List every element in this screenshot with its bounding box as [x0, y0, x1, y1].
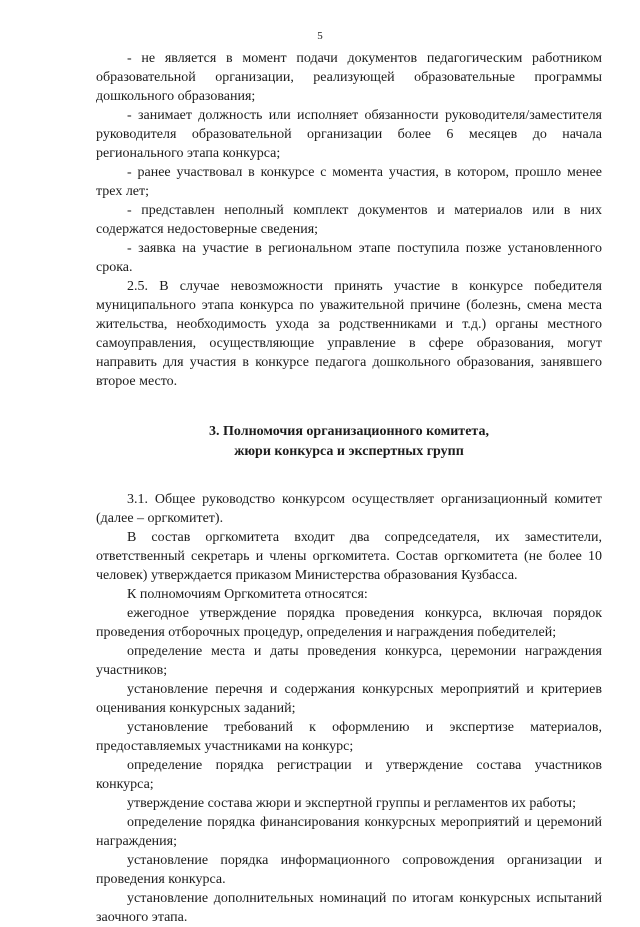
paragraph: В состав оргкомитета входит два сопредседателя, их заместители, ответственный секретарь и члены оргкомитета. Состав оргкомитета (не более 10 человек) утверждается приказом Министерства образования Кузбасса. [96, 530, 602, 583]
paragraph: определение порядка финансирования конкурсных мероприятий и церемоний награждения; [96, 815, 602, 849]
paragraph: установление перечня и содержания конкурсных мероприятий и критериев оценивания конкурсных заданий; [96, 682, 602, 716]
paragraph: определение порядка регистрации и утверждение состава участников конкурса; [96, 758, 602, 792]
paragraph: утверждение состава жюри и экспертной группы и регламентов их работы; [127, 796, 576, 811]
section-title [96, 422, 602, 462]
paragraph: 3.1. Общее руководство конкурсом осуществляет организационный комитет (далее – оргкомитет). [96, 492, 602, 526]
paragraph: - ранее участвовал в конкурсе с момента участия, в котором, прошло менее трех лет; [96, 165, 602, 199]
page-number: 5 [317, 30, 323, 42]
section-title-line-1: 3. Полномочия организационного комитета, [209, 424, 489, 439]
paragraph: - представлен неполный комплект документов и материалов или в них содержатся недостоверные сведения; [96, 203, 602, 237]
paragraph: - не является в момент подачи документов педагогическим работником образовательной организации, реализующей образовательные программы дошкольного образования; [96, 51, 602, 104]
paragraph: ежегодное утверждение порядка проведения конкурса, включая порядок проведения отборочных процедур, определения и награждения победителей; [96, 606, 602, 640]
section-title-line-2: жюри конкурса и экспертных групп [234, 444, 464, 459]
paragraph: 2.5. В случае невозможности принять участие в конкурсе победителя муниципального этапа конкурса по уважительной причине (болезнь, смена места жительства, необходимость ухода за родственниками и т.д.) органы местного самоуправления, осуществляющие управление в сфере образования, могут направить для участия в конкурсе педагога дошкольного образования, занявшего второе место. [96, 279, 602, 389]
paragraph: установление дополнительных номинаций по итогам конкурсных испытаний заочного этапа. [96, 891, 602, 925]
paragraph: - заявка на участие в региональном этапе поступила позже установленного срока. [96, 241, 602, 275]
document-body [96, 49, 602, 927]
paragraph: установление требований к оформлению и экспертизе материалов, предоставляемых участниками на конкурс; [96, 720, 602, 754]
paragraph: - занимает должность или исполняет обязанности руководителя/заместителя руководителя образовательной организации более 6 месяцев до начала регионального этапа конкурса; [96, 108, 602, 161]
paragraph: К полномочиям Оргкомитета относятся: [127, 587, 368, 602]
paragraph: установление порядка информационного сопровождения организации и проведения конкурса. [96, 853, 602, 887]
paragraph: определение места и даты проведения конкурса, церемонии награждения участников; [96, 644, 602, 678]
